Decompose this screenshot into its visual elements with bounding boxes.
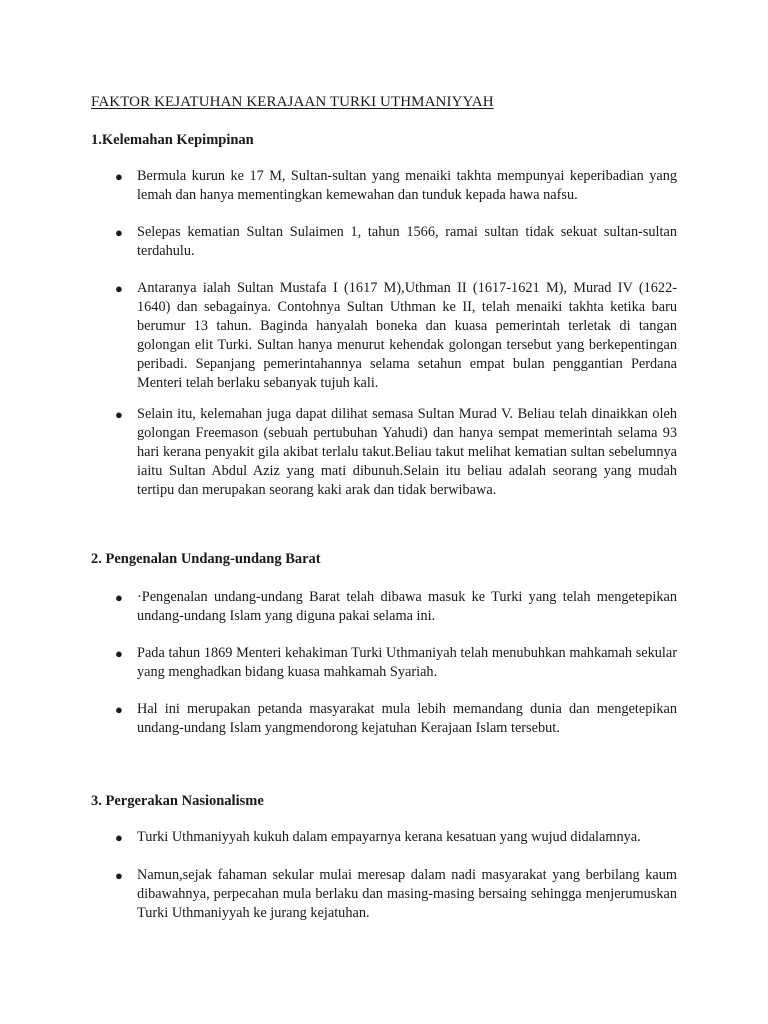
list-item-text: Bermula kurun ke 17 M, Sultan-sultan yang menaiki takhta mempunyai keperibadian yang lemah dan hanya mementingkan kemewahan dan tunduk kepada hawa nafsu.: [137, 168, 677, 203]
section-heading-kelemahan-kepimpinan: 1.Kelemahan Kepimpinan: [91, 132, 254, 148]
section-heading-pengenalan-undang-undang-barat: 2. Pengenalan Undang-undang Barat: [91, 551, 321, 567]
list-item: [0, 279, 768, 393]
list-item-text: Antaranya ialah Sultan Mustafa I (1617 M),Uthman II (1617-1621 M), Murad IV (1622-1640) dan sebagainya. Contohnya Sultan Uthman ke II, telah menaiki takhta ketika baru berumur 13 tahun. Baginda hanyalah boneka dan kuasa pemerintah terletak di tangan golongan elit Turki. Sultan hanya menurut kehendak golongan tersebut yang berkepentingan peribadi. Sepanjang pemerintahannya selama setahun empat bulan penggantian Perdana Menteri telah berlaku sebanyak tujuh kali.: [137, 280, 677, 391]
bullet-dot-icon: ●: [115, 407, 123, 422]
bullet-list-section-3b: [0, 866, 768, 923]
list-item-text: Turki Uthmaniyyah kukuh dalam empayarnya kerana kesatuan yang wujud didalamnya.: [137, 829, 641, 845]
list-item-text: Selain itu, kelemahan juga dapat dilihat semasa Sultan Murad V. Beliau telah dinaikkan oleh golongan Freemason (sebuah pertubuhan Yahudi) dan hanya sempat memerintah selama 93 hari kerana penyakit gila akibat terlalu takut.Beliau takut melihat kematian sultan sebelumnya iaitu Sultan Abdul Aziz yang mati dibunuh.Selain itu beliau adalah seorang yang mudah tertipu dan merupakan seorang kaki arak dan tidak berwibawa.: [137, 406, 677, 498]
list-item-text: Selepas kematian Sultan Sulaimen 1, tahun 1566, ramai sultan tidak sekuat sultan-sultan terdahulu.: [137, 224, 677, 259]
list-item-text: Namun,sejak fahaman sekular mulai meresap dalam nadi masyarakat yang berbilang kaum dibawahnya, perpecahan mula berlaku dan masing-masing bersaing sehingga menjerumuskan Turki Uthmaniyyah ke jurang kejatuhan.: [137, 867, 677, 921]
list-item: [0, 588, 768, 626]
list-item: [0, 644, 768, 682]
bullet-list-section-1d: [0, 405, 768, 500]
bullet-list-section-1b: [0, 223, 768, 261]
bullet-dot-icon: ●: [115, 830, 123, 845]
list-item: [0, 167, 768, 205]
section-heading-pergerakan-nasionalisme: 3. Pergerakan Nasionalisme: [91, 793, 264, 809]
bullet-dot-icon: ●: [115, 225, 123, 240]
list-item: [0, 223, 768, 261]
list-item-text: ·Pengenalan undang-undang Barat telah dibawa masuk ke Turki yang telah mengetepikan undang-undang Islam yang diguna pakai selama ini.: [137, 589, 677, 624]
list-item-text: Pada tahun 1869 Menteri kehakiman Turki Uthmaniyah telah menubuhkan mahkamah sekular yang menghadkan bidang kuasa mahkamah Syariah.: [137, 645, 677, 680]
bullet-dot-icon: ●: [115, 646, 123, 661]
bullet-dot-icon: ●: [115, 702, 123, 717]
list-item-text: Hal ini merupakan petanda masyarakat mula lebih memandang dunia dan mengetepikan undang-undang Islam yangmendorong kejatuhan Kerajaan Islam tersebut.: [137, 701, 677, 736]
bullet-list-section-2b: [0, 644, 768, 682]
bullet-list-section-2c: [0, 700, 768, 738]
list-item: [0, 866, 768, 923]
list-item: [0, 405, 768, 500]
list-item: [0, 700, 768, 738]
bullet-list-section-2: [0, 588, 768, 626]
bullet-dot-icon: ●: [115, 169, 123, 184]
bullet-dot-icon: ●: [115, 590, 123, 605]
bullet-dot-icon: ●: [115, 868, 123, 883]
bullet-list-section-3: [0, 828, 768, 847]
bullet-dot-icon: ●: [115, 281, 123, 296]
bullet-list-section-1: [0, 167, 768, 205]
document-title: FAKTOR KEJATUHAN KERAJAAN TURKI UTHMANIYYAH: [91, 94, 494, 110]
list-item: [0, 828, 768, 847]
bullet-list-section-1c: [0, 279, 768, 393]
